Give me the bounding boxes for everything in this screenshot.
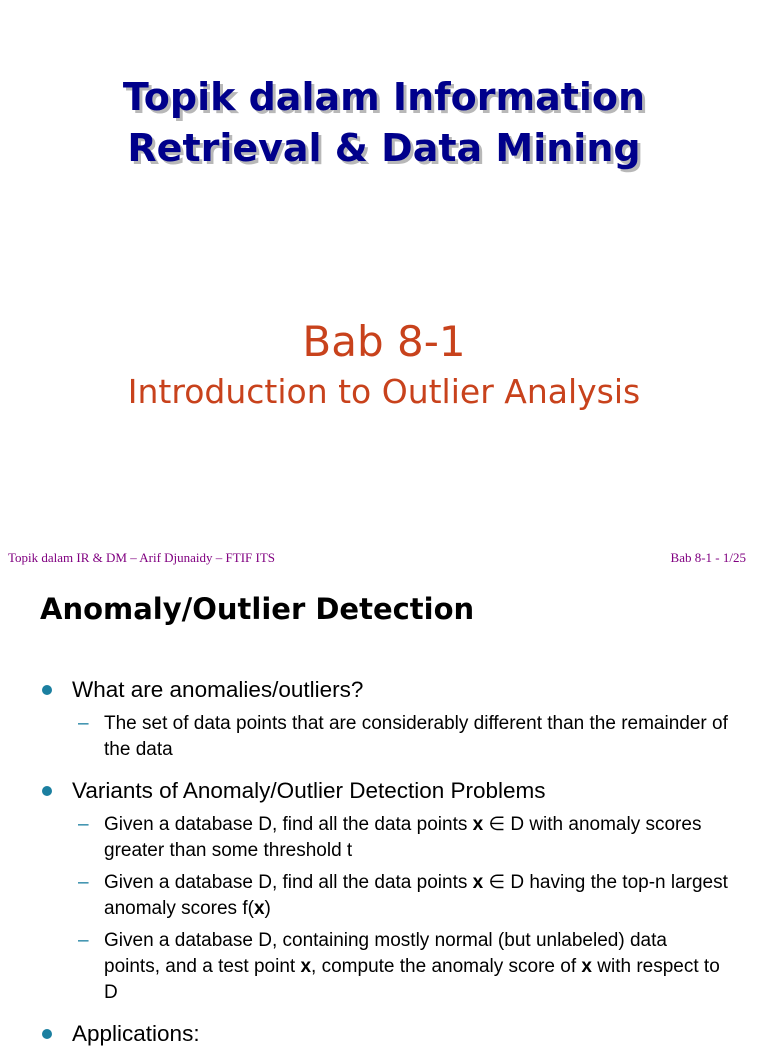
dash-icon: – <box>78 930 89 951</box>
sub-bullet-text: The set of data points that are considerably different than the remainder of the data <box>104 713 728 760</box>
dash-icon: – <box>78 814 89 835</box>
sub-bullet-item <box>0 812 768 864</box>
bullet-item <box>0 777 768 804</box>
dash-icon: – <box>78 713 89 734</box>
bullet-text: Variants of Anomaly/Outlier Detection Problems <box>72 778 546 803</box>
content-slide <box>0 576 768 1046</box>
sub-bullet-text: Given a database D, find all the data points x ∈ D having the top-n largest anomaly scores f(x) <box>104 872 728 919</box>
bullet-dot-icon <box>42 1029 52 1039</box>
slide-title-line1: Topik dalam Information <box>122 75 646 119</box>
sub-bullet-item <box>0 711 768 763</box>
sub-bullet-item <box>0 928 768 1006</box>
bullet-text: What are anomalies/outliers? <box>72 677 364 702</box>
sub-bullet-text: Given a database D, containing mostly normal (but unlabeled) data points, and a test point x, compute the anomaly score of x with respect to D <box>104 930 720 1003</box>
bullet-item <box>0 1020 768 1047</box>
bullet-list <box>0 676 768 1055</box>
sub-bullet-text: Given a database D, find all the data points x ∈ D with anomaly scores greater than some threshold t <box>104 814 702 861</box>
footer-page-number: Bab 8-1 - 1/25 <box>670 550 746 565</box>
bullet-dot-icon <box>42 685 52 695</box>
slide-title <box>0 72 768 174</box>
chapter-label: Bab 8-1 <box>302 317 466 366</box>
slide-title-line2: Retrieval & Data Mining <box>127 126 641 170</box>
content-slide-title: Anomaly/Outlier Detection <box>40 592 475 626</box>
footer-course: Topik dalam IR & DM – Arif Djunaidy – FTIF ITS <box>8 550 276 565</box>
bullet-text: Applications: <box>72 1021 200 1046</box>
sub-bullet-item <box>0 870 768 922</box>
bullet-item <box>0 676 768 703</box>
chapter-subtitle: Introduction to Outlier Analysis <box>127 372 641 411</box>
dash-icon: – <box>78 872 89 893</box>
bullet-dot-icon <box>42 786 52 796</box>
